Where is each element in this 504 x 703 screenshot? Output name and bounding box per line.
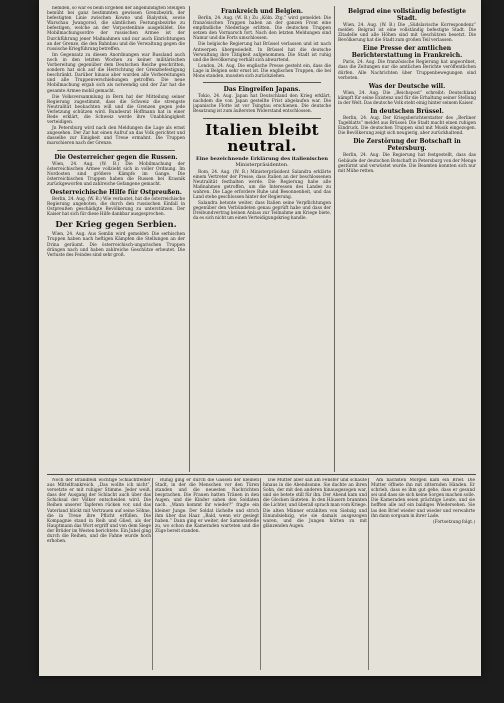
middle-column <box>193 6 331 472</box>
feuilleton-column-1 <box>47 478 151 670</box>
headline-oesterreicher: Die Oesterreicher gegen die Russen. <box>54 153 178 161</box>
article-text: Berlin, 24. Aug. (W. B.) Zu „Köln. Ztg.“ wird gemeldet: Die französischen Truppen haben an der ganzen Front eine empfindliche Niederlage erlitten. Die deutschen Truppen setzen den Vormarsch fort. Nach den letzten Meldungen sind Namur und die Forts umschlossen. <box>193 16 331 42</box>
column-rule <box>260 478 261 670</box>
headline-serbien: Der Krieg gegen Serbien. <box>55 220 177 231</box>
article-text: Wien, 24. Aug. (W. B.) Die „Südslavische Korrespondenz“ meldet: Belgrad ist eine vollständig befestigte Stadt. Die Zitadelle und alle Höhen sind mit Geschützen besetzt. Die Bevölkerung hat die Stadt zum großen Teil verlassen. <box>338 23 476 44</box>
feuilleton-band <box>47 476 476 672</box>
headline-deutsch: Was der Deutsche will. <box>368 82 446 90</box>
divider <box>203 82 321 83</box>
article-text: Wien, 24. Aug. Aus Semlin wird gemeldet: Die serbischen Truppen haben nach heftigen Kämpfen die Stellungen an der Drina geräumt. Die österreichisch-ungarischen Truppen drängen nach und haben zahlreiche Geschütze erbeutet. Die Verluste des Feindes sind sehr groß. <box>47 232 185 258</box>
article-text: Wien, 24. Aug. (W. B.) Die Mobilmachung der österreichischen Armee vollzieht sich in voller Ordnung. Im Nordosten sind größere Kämpfe im Gange. Die österreichischen Truppen haben die Russen bei Krasnik zurückgeworfen und zahlreiche Gefangene gemacht. <box>47 161 185 187</box>
column-rule <box>152 478 153 670</box>
newspaper-page <box>39 0 481 676</box>
right-column <box>338 6 476 472</box>
feuilleton-text: Am nächsten Morgen kam ein Brief. Die Mutter öffnete ihn mit zitternden Händen. Er schrieb, dass es ihm gut gehe, dass er gesund sei und dass sie sich keine Sorgen machen solle. Die Kameraden seien prächtige Leute, und sie hofften alle auf ein baldiges Wiedersehen. Sie las den Brief wieder und wieder und verwahrte ihn dann sorgsam in ihrer Lade. <box>371 478 475 519</box>
divider <box>203 118 321 119</box>
article-text: Tokio, 24. Aug. Japan hat Deutschland den Krieg erklärt, nachdem die von Japan gestellte Frist abgelaufen war. Die japanische Flotte ist vor Tsingtau erschienen. Die deutsche Besatzung ist zum äußersten Widerstand entschlossen. <box>193 94 331 115</box>
article-text: Berlin, 24. Aug. Die Regierung hat festgestellt, dass das Gebäude der deutschen Botschaft in Petersburg von der Menge gestürmt und verwüstet wurde. Die Beamten konnten sich nur mit Mühe retten. <box>338 153 476 174</box>
divider <box>57 150 175 151</box>
article-text: Paris, 24. Aug. Die französische Regierung hat angeordnet, dass die Zeitungen nur die amtlichen Berichte veröffentlichen dürfen. Alle Nachrichten über Truppenbewegungen sind verboten. <box>338 60 476 81</box>
feuilleton-text: Die Mutter aber saß am Fenster und schaute hinaus in die Abendsonne. Sie dachte an ihren Sohn, der mit den anderen hinausgezogen war, und sie betete still für ihn. Der Abend kam und die Glocken läuteten. In den Häusern brannten die Lichter, und überall sprach man vom Kriege. Die alten Männer erzählten von Siebzig und Einundsiebzig, wie sie damals ausgezogen waren, und die Jungen hörten zu mit glänzenden Augen. <box>263 478 367 529</box>
article-text: Im Gegensatz zu diesen Anordnungen war Russland auch noch in den letzten Wochen zu keiner militärischen Vorbereitung gegenüber dem Deutschen Reiche geschritten, sondern hat sich auf die Herrichtung der Grenzbefestigung beschränkt. Darüber hinaus aber wurden alle Vorbereitungen und alle Truppenverschiebungen getroffen. Die neue Mobilmachung ergab sich als notwendig und der Zar hat die gesamte Armee mobil gemacht. <box>47 52 185 94</box>
headline-eingreifen: Das Eingreifen Japans. <box>223 86 301 94</box>
article-text: Jn Petersburg wird nach den Meldungen die Lage als ernst angesehen. Der Zar hat einen Aufruf an das Volk gerichtet und dasselbe zur Einigkeit und Treue ermahnt. Die Truppen marschieren nach der Grenze. <box>47 126 185 147</box>
article-text: Die Volksversammlung in Bern hat der Mitteilung seiner Regierung zugestimmt, dass die Schweiz die strengste Neutralität beobachten will und die Grenzen gegen jede Verletzung schützen wird. Bundesrat Hoffmann hat in einer Rede erklärt, die Schweiz werde ihre Unabhängigkeit verteidigen. <box>47 94 185 126</box>
headline-hilfe: Oesterreichische Hilfe für Ostpreußen. <box>50 189 182 196</box>
article-text: London, 24. Aug. Die englische Presse gesteht ein, dass die Lage in Belgien sehr ernst ist. Die englischen Truppen, die bei Mons standen, mussten sich zurückziehen. <box>193 63 331 80</box>
article-text: Wien, 24. Aug. Die „Reichspost“ schreibt: Deutschland kämpft für seine Existenz und für die Erhaltung seiner Stellung in der Welt. Das deutsche Volk steht einig hinter seinem Kaiser. <box>338 90 476 106</box>
column-rule <box>334 6 335 472</box>
article-text: Die belgische Regierung hat Brüssel verlassen und ist nach Antwerpen übergesiedelt. In Brüssel hat die deutsche Verwaltung ihre Tätigkeit aufgenommen. Die Stadt ist ruhig und die Bevölkerung verhält sich abwartend. <box>193 42 331 63</box>
article-text: hemden, so war es beim Ergehen der angekündigten Stellgen bemüht bei ganz bestimmten gewissen Grenzbezirk, der befestigten Linie zwischen Kowno und Bialystok, sowie Warschau Jwangorod, die sämtlichen Festungsbezirke zu befestigen, welche an der Vorpostenlinie ausgebildet. Die Mobilmachungsordre der russischen Armee ist der Durchführung jener Maßnahmen und nur auch Einrichtungen an der Grenze, die den Bahnbau und die Verwaltung gegen die russische Kriegführung betreffen. <box>47 6 185 52</box>
headline-bruessel: In deutschen Brüssel. <box>370 108 444 116</box>
feuilleton-column-2 <box>155 478 259 670</box>
continuation-note: (Fortsetzung folgt.) <box>433 519 475 525</box>
article-text: Berlin, 24. Aug. (W. B.) Wie verlautet, hat die österreichische Regierung angeboten, die durch den russischen Einfall in Ostpreußen geschädigte Bevölkerung zu unterstützen. Der Kaiser hat sich für diese Hilfe dankbar ausgesprochen. <box>47 197 185 218</box>
feuilleton-column-4 <box>371 478 475 670</box>
subheadline-italien-2: Ministerpräsidenten. <box>235 161 289 168</box>
feuilleton-text: Ruhig ging er durch die Gassen der kleinen Stadt, in der die Menschen vor den Türen standen und die neuesten Nachrichten besprachen. Die Frauen hatten Tränen in den Augen, und die Kinder sahen den Soldaten nach. „Wann kommt ihr wieder?“ fragte ein kleiner Junge. Der Soldat lächelte und strich ihm über das Haar. „Bald, wenn wir gesiegt haben.“ Dann ging er weiter, der Sammelstelle zu, wo schon die Kameraden warteten und die Züge bereit standen. <box>155 478 259 534</box>
feuilleton-rule <box>47 474 476 475</box>
article-text: Rom, 24. Aug. (W. B.) Ministerpräsident Salandra erklärte einem Vertreter der Presse, dass Italien an der beschlossenen Neutralität festhalten werde. Die Regierung habe alle Maßnahmen getroffen, um die Interessen des Landes zu wahren. Die Lage erfordere Ruhe und Besonnenheit, und das Land stehe geschlossen hinter der Regierung. <box>193 169 331 200</box>
left-column <box>47 6 185 472</box>
feuilleton-text: Noch der Brandfeld wichtige Schlachtfelder aus Mittelfrankreich. „Das wollte ich nicht“, versetzte er mit ruhiger Stimme. Jeder weiß, dass der Ausgang der Schlacht auch über das Schicksal der Völker entscheiden wird. Die Reihen unserer Tapferen rücken vor, und das Vaterland blickt mit Vertrauen auf seine Söhne, die in Treue ihre Pflicht erfüllen. Die Kompagnie stand in Reih und Glied, als der Hauptmann das Wort ergriff und von dem Siege der Brüder im Westen berichtete. Ein Jubel ging durch die Reihen, und die Fahne wurde hoch erhoben. <box>47 478 151 545</box>
headline-italien: Italien bleibt neutral. <box>205 120 319 155</box>
subheadline-italien: Eine bezeichnende Erklärung des italienischen <box>195 155 329 162</box>
column-rule <box>368 478 369 670</box>
column-rule <box>189 6 190 472</box>
headline-belgrad: Belgrad eine vollständig befestigte Stadt. <box>348 8 466 22</box>
article-text: Salandra betonte weiter, dass Italien seine Verpflichtungen gegenüber den Verbündeten genau geprüft habe und dass der Dreibundvertrag keinen Anlass zur Teilnahme am Kriege biete, da es sich nicht um einen Verteidigungskrieg handle. <box>193 201 331 222</box>
headline-zerstoerung: Die Zerstörung der Botschaft in Petersburg. <box>353 138 461 153</box>
article-text: Berlin, 24. Aug. Der Kriegsberichterstatter des „Berliner Tageblatts“ meldet aus Brüssel: Die Stadt macht einen ruhigen Eindruck. Die deutschen Truppen sind mit Musik eingezogen. Die Bevölkerung zeigt sich neugierig, aber zurückhaltend. <box>338 116 476 137</box>
headline-frankreich: Eine Presse der amtlichen Berichterstattung in Frankreich. <box>351 45 463 60</box>
headline-belgien: Frankreich und Belgien. <box>220 8 303 15</box>
feuilleton-column-3 <box>263 478 367 670</box>
